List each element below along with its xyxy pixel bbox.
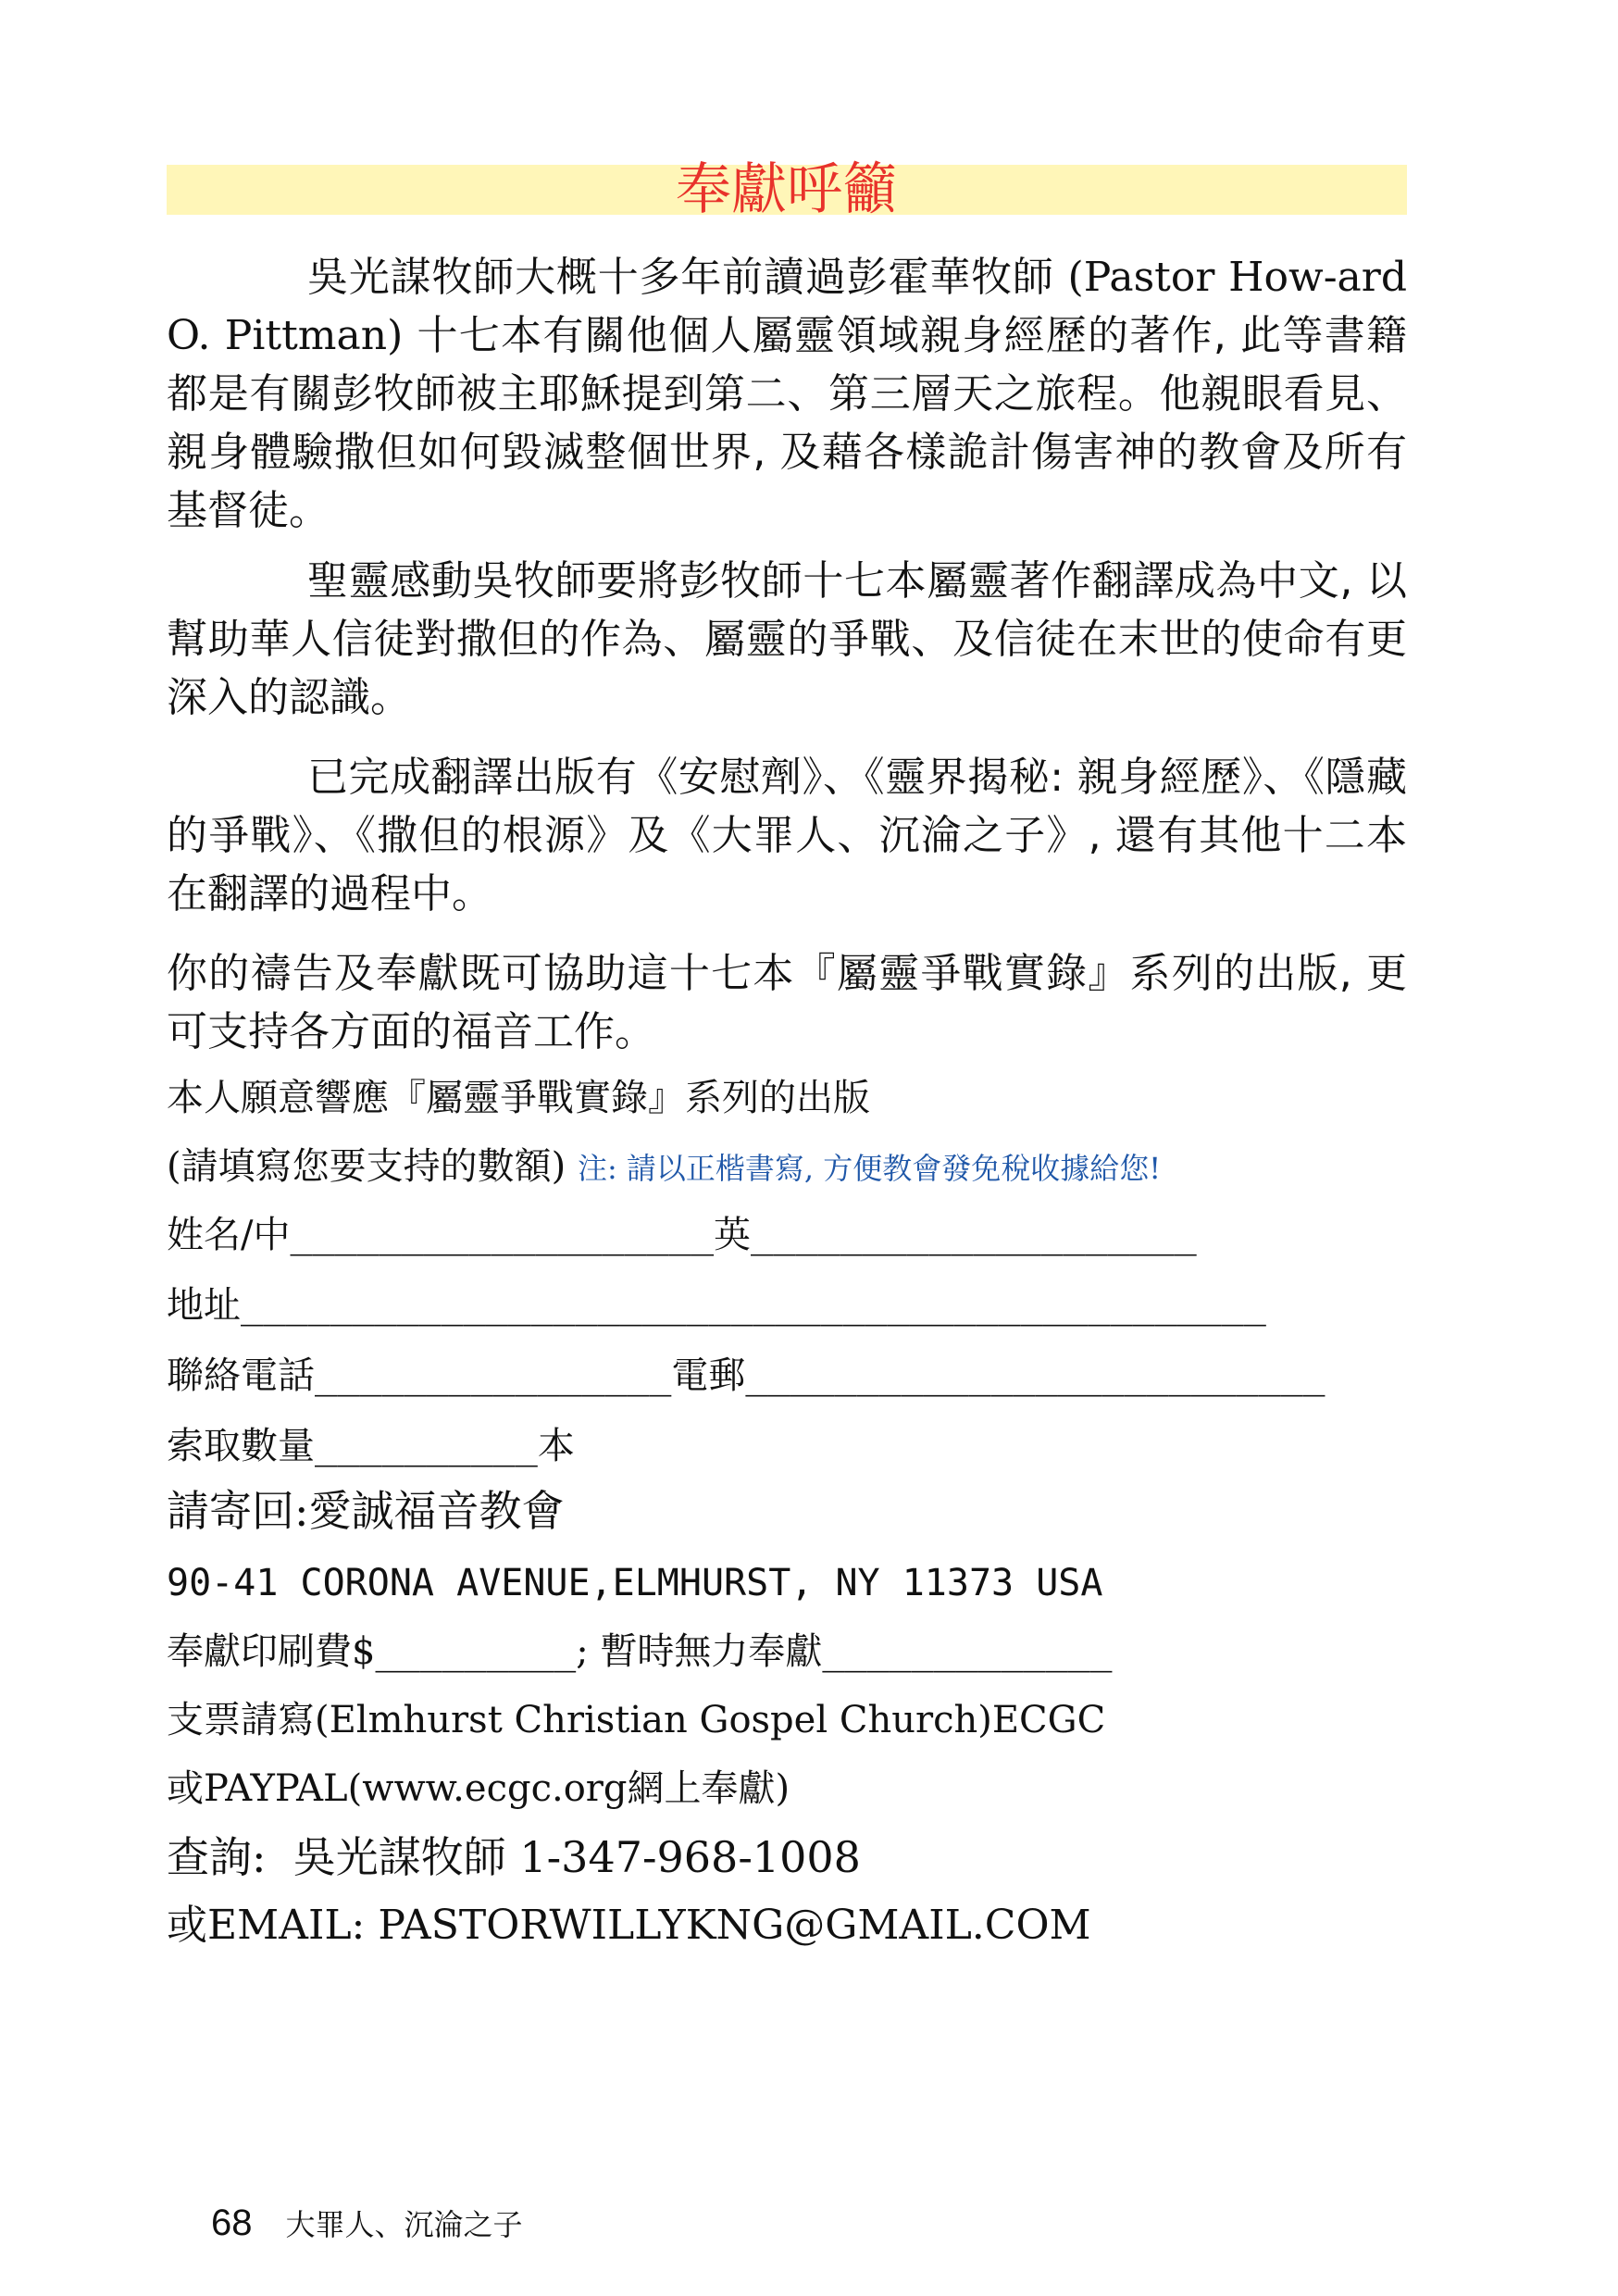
qty-unit: 本 [537, 1425, 575, 1467]
form-contact-line [167, 1350, 1325, 1402]
phone-label: 聯絡電話 [167, 1354, 315, 1397]
paragraph-1-text-a: 吳光謀牧師大概十多年前讀過彭霍華牧師 [307, 254, 1068, 301]
footer [211, 2202, 523, 2244]
email-label: 電郵 [671, 1354, 746, 1397]
form-name-line [167, 1209, 1197, 1261]
paragraph-2: 聖靈感動吳牧師要將彭牧師十七本屬靈著作翻譯成為中文, 以幫助華人信徒對撒但的作為、屬靈的爭戰、及信徒在末世的使命有更深入的認識。 [167, 557, 1407, 721]
book-title: 大罪人、沉淪之子 [285, 2207, 523, 2242]
no-donate-field[interactable]: _____________ [822, 1630, 1113, 1673]
paragraph-1-text-b: 十七本有關他個人屬靈領域親身經歷的著作, 此等書籍都是有關彭牧師被主耶穌提到第二、第三層天之旅程。他親眼看見、親身體驗撒但如何毀滅整個世界, 及藉各樣詭計傷害神的教會及所有基督徒。 [167, 312, 1407, 534]
paypal-line: 或PAYPAL(www.ecgc.org網上奉獻) [167, 1767, 790, 1810]
address-field[interactable]: ______________________________________________ [241, 1284, 1266, 1327]
donate-field[interactable]: _________ [375, 1630, 577, 1673]
name-cn-label: 姓名/中 [167, 1214, 291, 1256]
donate-label: 奉獻印刷費$ [167, 1630, 376, 1673]
qty-field[interactable]: __________ [315, 1425, 538, 1467]
form-donate-line [167, 1626, 1112, 1678]
address-label: 地址 [167, 1284, 241, 1327]
cheque-line: 支票請寫(Elmhurst Christian Gospel Church)ECGC [167, 1699, 1106, 1741]
name-en-label: 英 [714, 1214, 752, 1256]
form-intro: 本人願意響應『屬靈爭戰實錄』系列的出版 [167, 1077, 870, 1119]
form-note: 注: 請以正楷書寫, 方便教會發免稅收據給您! [577, 1151, 1162, 1186]
name-en-field[interactable]: ____________________ [751, 1214, 1197, 1256]
send-to-line: 請寄回:愛誠福音教會 [167, 1486, 565, 1536]
street-address: 90-41 CORONA AVENUE,ELMHURST, NY 11373 USA [167, 1562, 1103, 1604]
page-title: 奉獻呼籲 [676, 157, 898, 222]
form-amount-label: (請填寫您要支持的數額) [167, 1145, 566, 1188]
page-number: 68 [211, 2202, 253, 2243]
paragraph-3: 已完成翻譯出版有《安慰劑》、《靈界揭秘: 親身經歷》、《隱藏的爭戰》、《撒但的根源》及《大罪人、沉淪之子》, 還有其他十二本在翻譯的過程中。 [167, 754, 1407, 917]
form-address-line [167, 1279, 1266, 1331]
form-amount-line [167, 1141, 1161, 1194]
form-qty-line [167, 1420, 575, 1472]
qty-label: 索取數量 [167, 1425, 315, 1467]
paragraph-1 [167, 248, 1407, 540]
email-field[interactable]: __________________________ [745, 1354, 1326, 1397]
inquiry-line: 查詢: 吳光謀牧師 1-347-968-1008 [167, 1832, 861, 1882]
email-contact-line: 或EMAIL: PASTORWILLYKNG@GMAIL.COM [167, 1902, 1091, 1949]
phone-field[interactable]: ________________ [315, 1354, 672, 1397]
no-donate-label: ; 暫時無力奉獻 [576, 1630, 823, 1673]
paragraph-4: 你的禱告及奉獻既可協助這十七本『屬靈爭戰實錄』系列的出版, 更可支持各方面的福音工作。 [167, 950, 1407, 1055]
name-cn-field[interactable]: ___________________ [290, 1214, 715, 1256]
paragraph-1-latin: (Pastor How-ard O. Pittman) [167, 254, 1407, 359]
